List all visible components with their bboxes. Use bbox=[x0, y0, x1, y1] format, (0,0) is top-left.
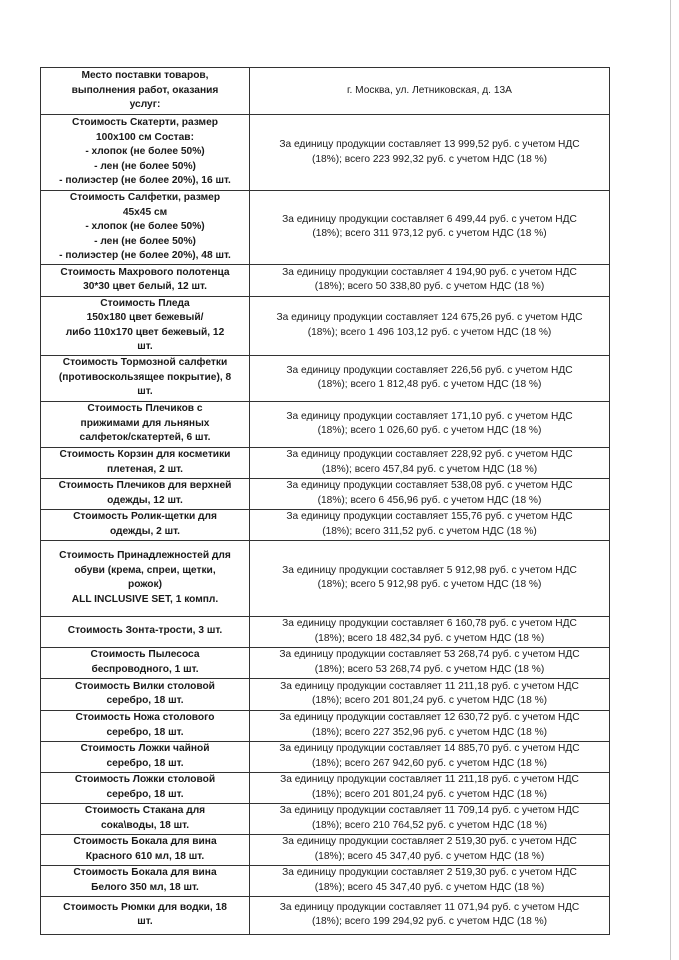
price-value-line: (18%); всего 457,84 руб. с учетом НДС (18 %) bbox=[321, 463, 538, 475]
price-value-cell bbox=[250, 115, 610, 191]
price-value-cell bbox=[250, 803, 610, 834]
table-row bbox=[41, 296, 610, 355]
item-description-line: Место поставки товаров, bbox=[81, 70, 209, 82]
price-value-line: (18%); всего 227 352,96 руб. с учетом НДС (18 %) bbox=[311, 726, 548, 738]
item-description-line: Стоимость Ложки столовой bbox=[74, 774, 216, 785]
item-description-line: серебро, 18 шт. bbox=[106, 726, 184, 738]
price-value-line: (18%); всего 210 764,52 руб. с учетом НДС (18 %) bbox=[311, 819, 548, 831]
item-description-line: Стоимость Бокала для вина bbox=[73, 867, 217, 878]
price-value-line: За единицу продукции составляет 5 912,98 руб. с учетом НДС bbox=[282, 564, 577, 576]
price-value-line: За единицу продукции составляет 14 885,70 руб. с учетом НДС bbox=[279, 743, 580, 754]
item-description-cell bbox=[41, 478, 250, 509]
price-value-line: (18%); всего 6 456,96 руб. с учетом НДС (18 %) bbox=[317, 494, 542, 506]
item-description-line: Стоимость Салфетки, размер bbox=[69, 192, 221, 203]
table-row bbox=[41, 616, 610, 647]
price-value-line: За единицу продукции составляет 2 519,30 руб. с учетом НДС bbox=[282, 836, 577, 847]
item-description-line: беспроводного, 1 шт. bbox=[91, 663, 199, 675]
price-value-line: (18%); всего 5 912,98 руб. с учетом НДС (18 %) bbox=[317, 579, 542, 590]
table-row bbox=[41, 896, 610, 934]
item-description-line: Стоимость Пылесоса bbox=[90, 649, 200, 660]
item-description-line: Стоимость Скатерти, размер bbox=[72, 117, 218, 129]
price-value-line: (18%); всего 45 347,40 руб. с учетом НДС (18 %) bbox=[314, 881, 545, 893]
price-value-line: (18%); всего 18 482,34 руб. с учетом НДС (18 %) bbox=[314, 632, 545, 644]
item-description-line: шт. bbox=[137, 341, 153, 352]
table-row bbox=[41, 678, 610, 710]
price-value-line: (18%); всего 223 992,32 руб. с учетом НДС (18 %) bbox=[311, 153, 548, 165]
item-description-cell bbox=[41, 509, 250, 540]
table-row bbox=[41, 264, 610, 296]
item-description-cell bbox=[41, 115, 250, 191]
price-value-line: За единицу продукции составляет 11 071,94 руб. с учетом НДС bbox=[279, 901, 580, 913]
price-value-cell bbox=[250, 896, 610, 934]
item-description-line: - хлопок (не более 50%) bbox=[85, 146, 205, 158]
item-description-cell bbox=[41, 401, 250, 447]
item-description-line: рожок) bbox=[128, 579, 162, 590]
table-row bbox=[41, 447, 610, 478]
item-description-line: серебро, 18 шт. bbox=[106, 695, 184, 706]
price-value-cell bbox=[250, 296, 610, 355]
price-value-line: За единицу продукции составляет 11 211,18 руб. с учетом НДС bbox=[280, 680, 579, 692]
item-description-line: плетеная, 2 шт. bbox=[106, 463, 183, 475]
item-description-line: Стоимость Плечиков с bbox=[87, 403, 203, 415]
price-value-cell bbox=[250, 191, 610, 265]
price-value-line: (18%); всего 199 294,92 руб. с учетом НДС (18 %) bbox=[311, 916, 548, 927]
item-description-line: либо 110х170 цвет бежевый, 12 bbox=[65, 326, 225, 338]
item-description-line: серебро, 18 шт. bbox=[106, 757, 184, 769]
price-value-line: За единицу продукции составляет 226,56 руб. с учетом НДС bbox=[286, 364, 573, 376]
item-description-line: - хлопок (не более 50%) bbox=[85, 221, 205, 232]
price-value-line: (18%); всего 201 801,24 руб. с учетом НДС (18 %) bbox=[311, 788, 548, 800]
price-value-cell bbox=[250, 710, 610, 741]
item-description-line: - лен (не более 50%) bbox=[94, 160, 196, 172]
price-value-line: (18%); всего 1 026,60 руб. с учетом НДС (18 %) bbox=[317, 425, 542, 436]
price-value-line: (18%); всего 53 268,74 руб. с учетом НДС (18 %) bbox=[314, 663, 545, 675]
item-description-line: Стоимость Ложки чайной bbox=[80, 743, 210, 754]
item-description-line: шт. bbox=[137, 916, 153, 927]
item-description-line: услуг: bbox=[129, 99, 161, 111]
price-value-line: (18%); всего 201 801,24 руб. с учетом НДС (18 %) bbox=[311, 695, 548, 706]
item-description-line: ALL INCLUSIVE SET, 1 компл. bbox=[71, 593, 219, 605]
item-description-line: - полиэстер (не более 20%), 48 шт. bbox=[59, 250, 231, 261]
item-description-line: прижимами для льняных bbox=[80, 417, 210, 429]
item-description-line: Стоимость Вилки столовой bbox=[75, 680, 215, 692]
price-value-line: За единицу продукции составляет 11 211,18 руб. с учетом НДС bbox=[280, 774, 579, 785]
item-description-line: 30*30 цвет белый, 12 шт. bbox=[83, 281, 207, 292]
price-value-line: За единицу продукции составляет 155,76 руб. с учетом НДС bbox=[286, 511, 573, 522]
item-description-line: 45х45 см bbox=[122, 206, 168, 218]
price-value-line: За единицу продукции составляет 11 709,14 руб. с учетом НДС bbox=[279, 805, 580, 816]
table-row bbox=[41, 865, 610, 896]
price-value-cell bbox=[250, 678, 610, 710]
item-description-line: одежды, 12 шт. bbox=[107, 494, 183, 506]
price-value-line: (18%); всего 311 973,12 руб. с учетом НДС (18 %) bbox=[312, 228, 547, 240]
price-value-cell bbox=[250, 865, 610, 896]
item-description-line: (противоскользящее покрытие), 8 bbox=[58, 371, 232, 383]
price-value-cell bbox=[250, 509, 610, 540]
pricing-table bbox=[40, 67, 610, 935]
item-description-line: - полиэстер (не более 20%), 16 шт. bbox=[59, 175, 231, 187]
item-description-line: Стоимость Плечиков для верхней bbox=[58, 480, 232, 491]
table-row bbox=[41, 509, 610, 540]
price-value-line: За единицу продукции составляет 6 499,44 руб. с учетом НДС bbox=[282, 213, 577, 225]
price-value-cell bbox=[250, 264, 610, 296]
item-description-cell bbox=[41, 616, 250, 647]
item-description-line: 150х180 цвет бежевый/ bbox=[86, 312, 204, 323]
item-description-cell bbox=[41, 772, 250, 803]
table-row bbox=[41, 803, 610, 834]
price-value-cell bbox=[250, 68, 610, 115]
price-value-line: За единицу продукции составляет 4 194,90 руб. с учетом НДС bbox=[282, 266, 577, 278]
price-value-cell bbox=[250, 647, 610, 678]
table-row bbox=[41, 401, 610, 447]
pricing-table-body bbox=[41, 68, 610, 935]
item-description-cell bbox=[41, 803, 250, 834]
table-row bbox=[41, 355, 610, 401]
page-edge-line bbox=[670, 0, 671, 960]
price-value-line: (18%); всего 45 347,40 руб. с учетом НДС (18 %) bbox=[314, 850, 545, 862]
table-row bbox=[41, 540, 610, 616]
item-description-line: серебро, 18 шт. bbox=[106, 788, 184, 800]
price-value-line: За единицу продукции составляет 124 675,26 руб. с учетом НДС bbox=[276, 312, 583, 323]
price-value-line: (18%); всего 50 338,80 руб. с учетом НДС (18 %) bbox=[314, 281, 545, 292]
item-description-line: Стоимость Махрового полотенца bbox=[60, 266, 230, 278]
item-description-cell bbox=[41, 865, 250, 896]
price-value-line: За единицу продукции составляет 53 268,74 руб. с учетом НДС bbox=[279, 649, 580, 660]
price-value-cell bbox=[250, 741, 610, 772]
item-description-cell bbox=[41, 741, 250, 772]
price-value-cell bbox=[250, 616, 610, 647]
item-description-line: - лен (не более 50%) bbox=[94, 235, 196, 247]
item-description-line: салфеток/скатертей, 6 шт. bbox=[79, 432, 211, 444]
item-description-cell bbox=[41, 834, 250, 865]
table-row bbox=[41, 772, 610, 803]
item-description-cell bbox=[41, 447, 250, 478]
price-value-line: г. Москва, ул. Летниковская, д. 13А bbox=[347, 84, 512, 96]
table-row bbox=[41, 115, 610, 191]
price-value-line: За единицу продукции составляет 13 999,52 руб. с учетом НДС bbox=[279, 139, 580, 150]
price-value-line: За единицу продукции составляет 228,92 руб. с учетом НДС bbox=[286, 449, 573, 460]
item-description-cell bbox=[41, 68, 250, 115]
item-description-cell bbox=[41, 355, 250, 401]
item-description-line: Стоимость Корзин для косметики bbox=[59, 449, 231, 460]
item-description-line: 100х100 см Состав: bbox=[96, 131, 194, 143]
price-value-cell bbox=[250, 478, 610, 509]
item-description-cell bbox=[41, 540, 250, 616]
item-description-line: обуви (крема, спреи, щетки, bbox=[74, 564, 216, 576]
price-value-cell bbox=[250, 447, 610, 478]
item-description-line: выполнения работ, оказания bbox=[71, 84, 219, 96]
item-description-cell bbox=[41, 264, 250, 296]
item-description-cell bbox=[41, 191, 250, 265]
price-value-cell bbox=[250, 355, 610, 401]
item-description-line: Стоимость Тормозной салфетки bbox=[62, 357, 228, 369]
price-value-line: (18%); всего 1 812,48 руб. с учетом НДС (18 %) bbox=[317, 379, 542, 390]
item-description-cell bbox=[41, 710, 250, 741]
item-description-line: Стоимость Стакана для bbox=[84, 805, 206, 816]
item-description-cell bbox=[41, 296, 250, 355]
price-value-line: За единицу продукции составляет 12 630,72 руб. с учетом НДС bbox=[279, 712, 580, 723]
price-value-line: (18%); всего 1 496 103,12 руб. с учетом НДС (18 %) bbox=[307, 326, 552, 338]
item-description-cell bbox=[41, 678, 250, 710]
table-row bbox=[41, 710, 610, 741]
table-row bbox=[41, 741, 610, 772]
item-description-line: Стоимость Пледа bbox=[100, 297, 190, 309]
price-value-cell bbox=[250, 540, 610, 616]
table-row bbox=[41, 68, 610, 115]
price-value-cell bbox=[250, 401, 610, 447]
item-description-line: Красного 610 мл, 18 шт. bbox=[85, 850, 205, 862]
item-description-line: Стоимость Принадлежностей для bbox=[59, 550, 231, 561]
table-row bbox=[41, 478, 610, 509]
price-value-line: За единицу продукции составляет 538,08 руб. с учетом НДС bbox=[286, 480, 573, 491]
item-description-line: одежды, 2 шт. bbox=[109, 525, 181, 537]
price-value-line: (18%); всего 267 942,60 руб. с учетом НДС (18 %) bbox=[311, 757, 548, 769]
table-row bbox=[41, 647, 610, 678]
item-description-line: Стоимость Зонта-трости, 3 шт. bbox=[67, 625, 223, 637]
item-description-line: Стоимость Рюмки для водки, 18 bbox=[63, 901, 227, 913]
price-value-line: За единицу продукции составляет 6 160,78 руб. с учетом НДС bbox=[282, 618, 577, 629]
item-description-cell bbox=[41, 896, 250, 934]
price-value-line: (18%); всего 311,52 руб. с учетом НДС (18 %) bbox=[322, 525, 537, 537]
item-description-line: шт. bbox=[137, 386, 153, 398]
table-row bbox=[41, 834, 610, 865]
price-value-line: За единицу продукции составляет 171,10 руб. с учетом НДС bbox=[286, 410, 573, 422]
item-description-line: Стоимость Бокала для вина bbox=[73, 836, 217, 847]
price-value-cell bbox=[250, 834, 610, 865]
price-value-line: За единицу продукции составляет 2 519,30 руб. с учетом НДС bbox=[282, 867, 577, 878]
item-description-line: сока\воды, 18 шт. bbox=[100, 819, 190, 831]
item-description-line: Белого 350 мл, 18 шт. bbox=[91, 881, 199, 893]
item-description-cell bbox=[41, 647, 250, 678]
price-value-cell bbox=[250, 772, 610, 803]
table-row bbox=[41, 191, 610, 265]
item-description-line: Стоимость Ролик-щетки для bbox=[73, 511, 217, 522]
item-description-line: Стоимость Ножа столового bbox=[75, 712, 215, 723]
